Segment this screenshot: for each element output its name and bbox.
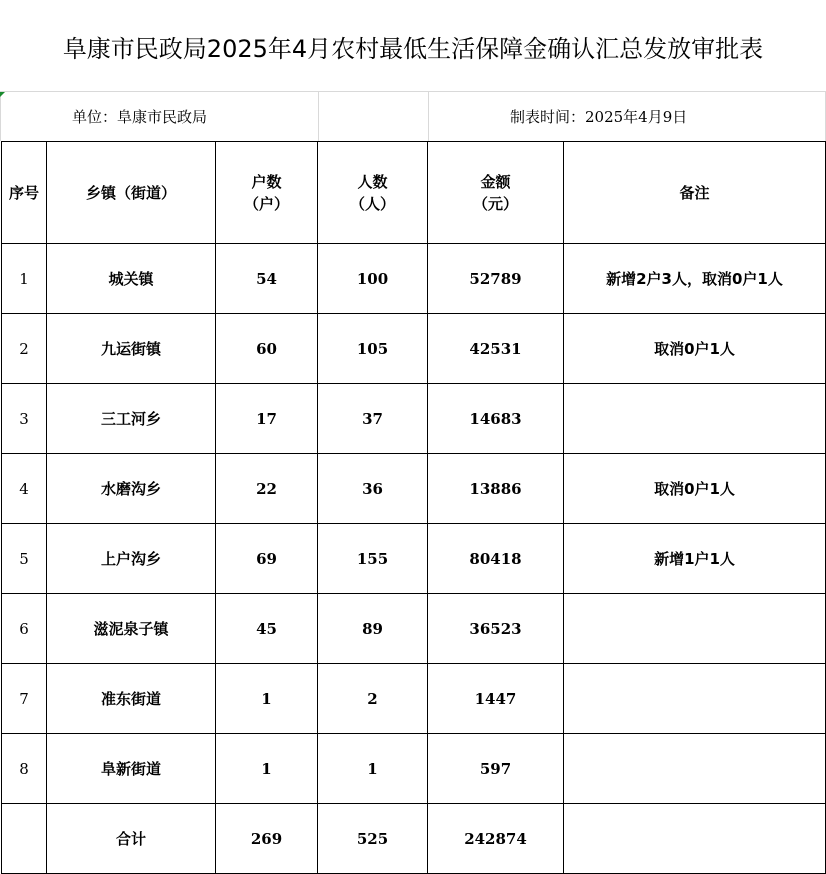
cell-people: 100 — [318, 244, 428, 314]
total-row — [2, 804, 826, 874]
header-no: 序号 — [2, 142, 47, 244]
cell-amount: 42531 — [428, 314, 564, 384]
cell-people: 1 — [318, 734, 428, 804]
cell-note: 取消0户1人 — [564, 314, 826, 384]
cell-town: 水磨沟乡 — [47, 454, 216, 524]
cell-town: 九运街镇 — [47, 314, 216, 384]
cell-people: 155 — [318, 524, 428, 594]
table-row — [2, 594, 826, 664]
total-note — [564, 804, 826, 874]
cell-note: 新增2户3人，取消0户1人 — [564, 244, 826, 314]
total-households: 269 — [216, 804, 318, 874]
cell-no: 5 — [2, 524, 47, 594]
header-amount: 金额 （元） — [428, 142, 564, 244]
cell-no: 3 — [2, 384, 47, 454]
table-row — [2, 734, 826, 804]
unit-label — [72, 92, 207, 141]
cell-amount: 80418 — [428, 524, 564, 594]
cell-no: 8 — [2, 734, 47, 804]
date-text: 制表时间：2025年4月9日 — [510, 108, 688, 126]
cell-no: 2 — [2, 314, 47, 384]
cell-town: 准东街道 — [47, 664, 216, 734]
cell-people: 105 — [318, 314, 428, 384]
cell-amount: 14683 — [428, 384, 564, 454]
cell-households: 69 — [216, 524, 318, 594]
cell-people: 37 — [318, 384, 428, 454]
cell-note: 新增1户1人 — [564, 524, 826, 594]
total-people: 525 — [318, 804, 428, 874]
cell-households: 1 — [216, 664, 318, 734]
cell-note — [564, 594, 826, 664]
grid-line-left — [0, 92, 1, 141]
header-town: 乡镇（街道） — [47, 142, 216, 244]
cell-households: 17 — [216, 384, 318, 454]
total-amount: 242874 — [428, 804, 564, 874]
table-row — [2, 454, 826, 524]
table-header-row — [2, 142, 826, 244]
total-label: 合计 — [47, 804, 216, 874]
cell-marker-icon — [0, 92, 5, 97]
cell-amount: 36523 — [428, 594, 564, 664]
cell-town: 滋泥泉子镇 — [47, 594, 216, 664]
cell-note — [564, 384, 826, 454]
cell-town: 城关镇 — [47, 244, 216, 314]
table-row — [2, 384, 826, 454]
table-row — [2, 314, 826, 384]
cell-amount: 597 — [428, 734, 564, 804]
cell-no: 1 — [2, 244, 47, 314]
cell-people: 2 — [318, 664, 428, 734]
cell-households: 22 — [216, 454, 318, 524]
cell-town: 上户沟乡 — [47, 524, 216, 594]
summary-table — [1, 141, 826, 874]
cell-amount: 1447 — [428, 664, 564, 734]
cell-households: 1 — [216, 734, 318, 804]
cell-amount: 52789 — [428, 244, 564, 314]
date-label — [510, 92, 687, 141]
cell-no: 6 — [2, 594, 47, 664]
unit-text: 单位：阜康市民政局 — [72, 108, 208, 126]
cell-note — [564, 664, 826, 734]
header-households: 户数 （户） — [216, 142, 318, 244]
cell-people: 36 — [318, 454, 428, 524]
grid-line-mid2 — [428, 92, 429, 141]
cell-town: 三工河乡 — [47, 384, 216, 454]
total-no — [2, 804, 47, 874]
header-people: 人数 （人） — [318, 142, 428, 244]
cell-town: 阜新街道 — [47, 734, 216, 804]
cell-amount: 13886 — [428, 454, 564, 524]
cell-households: 45 — [216, 594, 318, 664]
cell-households: 54 — [216, 244, 318, 314]
cell-note: 取消0户1人 — [564, 454, 826, 524]
cell-no: 7 — [2, 664, 47, 734]
cell-households: 60 — [216, 314, 318, 384]
table-row — [2, 244, 826, 314]
cell-note — [564, 734, 826, 804]
grid-line-mid — [318, 92, 319, 141]
table-row — [2, 524, 826, 594]
header-note: 备注 — [564, 142, 826, 244]
table-row — [2, 664, 826, 734]
cell-people: 89 — [318, 594, 428, 664]
cell-no: 4 — [2, 454, 47, 524]
page-title: 阜康市民政局2025年4月农村最低生活保障金确认汇总发放审批表 — [62, 34, 764, 63]
